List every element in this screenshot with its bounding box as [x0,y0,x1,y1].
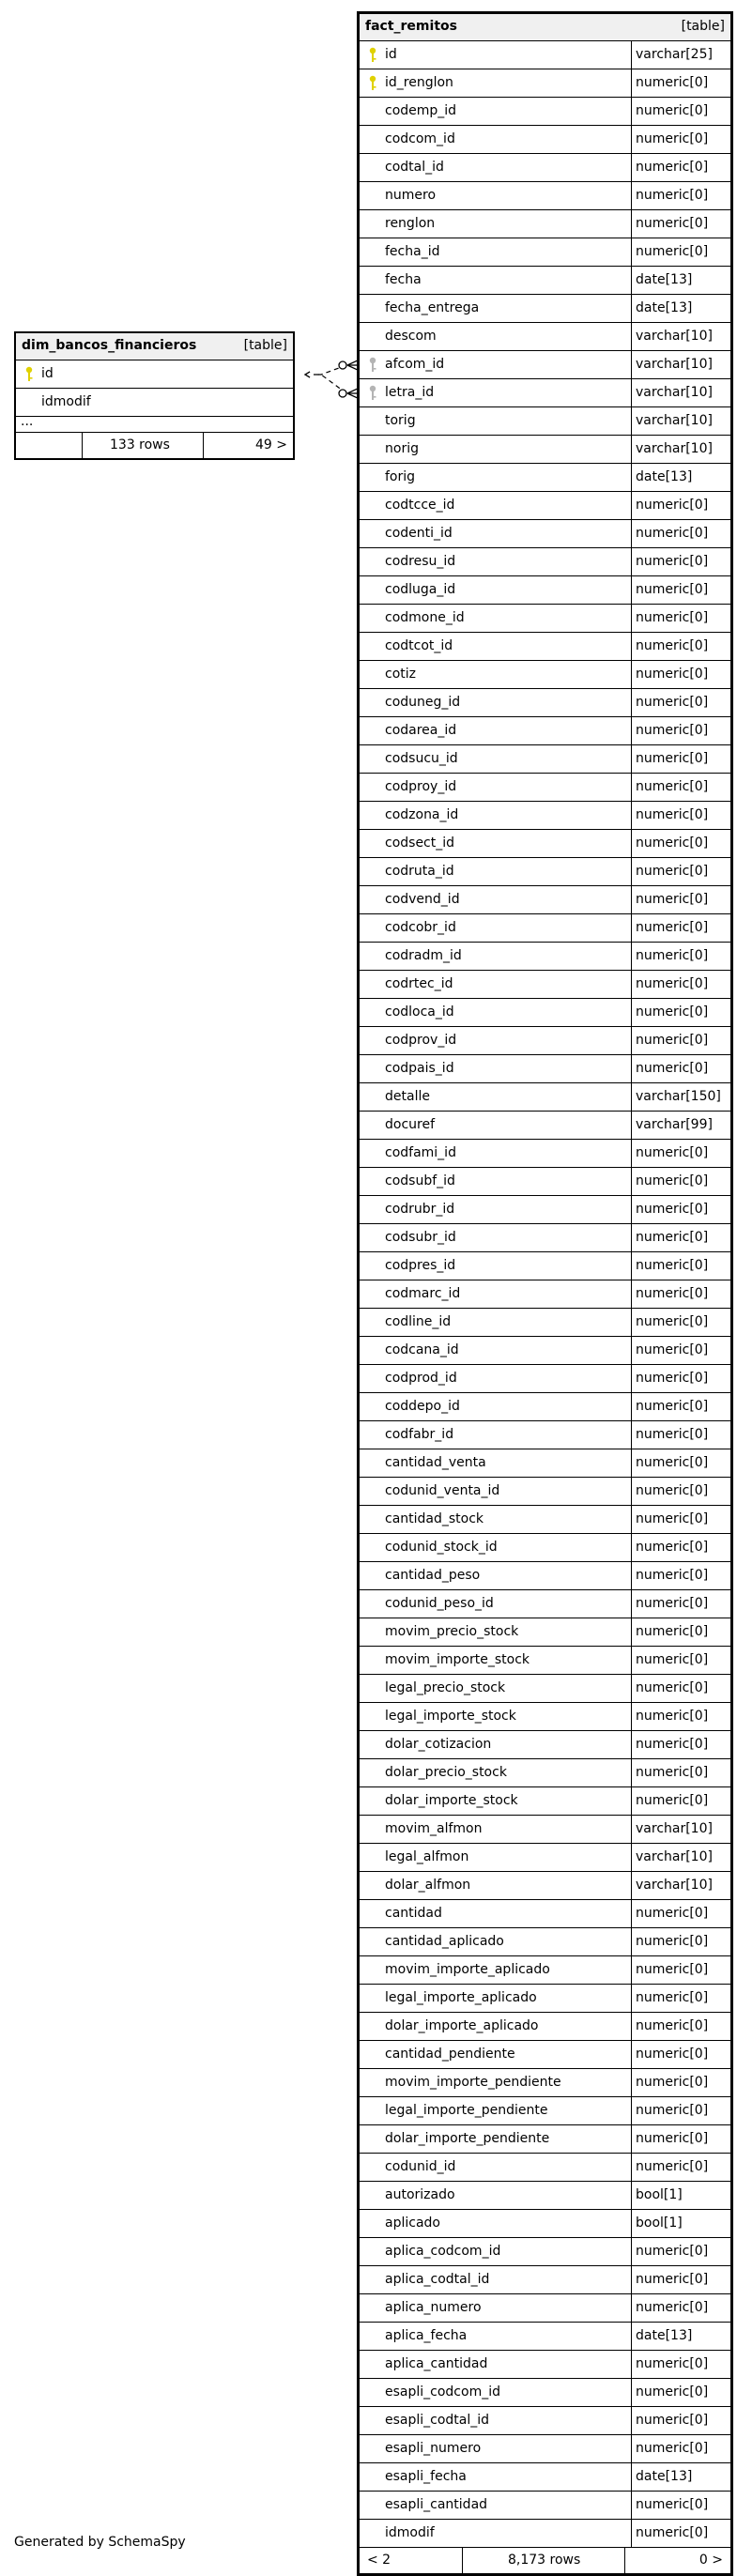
column-name: codsect_id [385,836,455,851]
primary-key-icon [367,47,378,64]
column-row-codfami-id[interactable] [360,1140,730,1168]
column-type: varchar[99] [636,1117,713,1132]
column-type: numeric[0] [636,892,709,907]
column-row-codfabr-id[interactable] [360,1421,730,1449]
column-row-movim-importe-pendiente[interactable] [360,2069,730,2097]
column-type: numeric[0] [636,1652,709,1667]
column-row-idmodif[interactable] [360,2520,730,2548]
column-type: numeric[0] [636,1540,709,1555]
chevron-left-icon [305,372,310,377]
column-row-codvend-id[interactable] [360,886,730,914]
column-name: aplica_fecha [385,2328,468,2343]
column-name: legal_importe_pendiente [385,2103,548,2118]
column-type: numeric[0] [636,526,709,541]
column-type: varchar[10] [636,1849,713,1864]
column-type: varchar[10] [636,357,713,372]
column-row-cantidad-pendiente[interactable] [360,2041,730,2069]
column-row-id-renglon[interactable] [360,69,730,98]
column-row-esapli-codtal-id[interactable] [360,2407,730,2435]
column-row-codarea-id[interactable] [360,717,730,745]
column-name: cotiz [385,667,416,682]
column-name: idmodif [41,394,91,409]
column-name: esapli_cantidad [385,2497,488,2512]
column-type: numeric[0] [636,695,709,710]
column-name: fecha_id [385,244,440,259]
column-name: aplica_codcom_id [385,2244,501,2259]
column-type: numeric[0] [636,864,709,879]
column-row-cotiz[interactable] [360,661,730,689]
table-name[interactable]: fact_remitos [365,19,457,34]
column-type: varchar[25] [636,47,713,62]
column-type: date[13] [636,2328,693,2343]
column-row-cantidad-venta[interactable] [360,1449,730,1478]
column-name: legal_importe_stock [385,1709,516,1724]
column-name: codproy_id [385,779,457,794]
column-row-letra-id[interactable] [360,379,730,407]
column-type: numeric[0] [636,2159,709,2174]
column-row-idmodif[interactable] [16,389,293,417]
footer-parents[interactable]: < 2 [367,2553,392,2568]
column-name: codunid_stock_id [385,1540,498,1555]
column-row-codprov-id[interactable] [360,1027,730,1055]
column-type: numeric[0] [636,2441,709,2456]
column-type: varchar[10] [636,385,713,400]
column-name: codtal_id [385,160,444,175]
column-row-codtcot-id[interactable] [360,633,730,661]
column-type: numeric[0] [636,75,709,90]
column-name: movim_importe_aplicado [385,1962,550,1977]
column-type: numeric[0] [636,1033,709,1048]
column-type: varchar[10] [636,413,713,428]
column-name: codprod_id [385,1371,457,1386]
column-row-aplica-codtal-id[interactable] [360,2266,730,2294]
column-type: numeric[0] [636,1230,709,1245]
column-type: numeric[0] [636,1371,709,1386]
column-type: varchar[10] [636,329,713,344]
column-name: descom [385,329,437,344]
column-type: numeric[0] [636,976,709,991]
column-name: dolar_precio_stock [385,1765,507,1780]
column-type: numeric[0] [636,1934,709,1949]
column-type: varchar[10] [636,1878,713,1893]
column-name: cantidad [385,1906,442,1921]
column-type: numeric[0] [636,131,709,146]
column-name: codradm_id [385,948,462,963]
table-type: [table] [243,338,287,353]
column-row-codunid-id[interactable] [360,2154,730,2182]
column-name: codmarc_id [385,1286,461,1301]
column-type: numeric[0] [636,1286,709,1301]
column-row-numero[interactable] [360,182,730,210]
column-type: varchar[10] [636,441,713,456]
column-name: docuref [385,1117,436,1132]
column-row-aplicado[interactable] [360,2210,730,2238]
column-name: autorizado [385,2187,455,2202]
column-type: numeric[0] [636,807,709,822]
column-row-dolar-alfmon[interactable] [360,1872,730,1900]
column-type: numeric[0] [636,1680,709,1695]
column-row-fecha[interactable] [360,267,730,295]
column-type: numeric[0] [636,920,709,935]
column-row-autorizado[interactable] [360,2182,730,2210]
column-type: numeric[0] [636,2497,709,2512]
column-row-dolar-precio-stock[interactable] [360,1759,730,1787]
primary-key-icon [23,366,35,383]
column-name: cantidad_stock [385,1511,484,1526]
column-row-codemp-id[interactable] [360,98,730,126]
column-row-movim-precio-stock[interactable] [360,1618,730,1647]
column-name: codpres_id [385,1258,456,1273]
column-name: letra_id [385,385,435,400]
column-name: codsubr_id [385,1230,456,1245]
column-name: movim_importe_pendiente [385,2075,561,2090]
footer-rows: 133 rows [110,437,170,452]
column-type: numeric[0] [636,2075,709,2090]
column-row-dolar-cotizacion[interactable] [360,1731,730,1759]
column-name: movim_alfmon [385,1821,483,1836]
column-name: cantidad_aplicado [385,1934,504,1949]
column-name: dolar_cotizacion [385,1737,492,1752]
column-name: dolar_importe_pendiente [385,2131,550,2146]
column-row-legal-alfmon[interactable] [360,1844,730,1872]
column-row-codradm-id[interactable] [360,943,730,971]
column-row-docuref[interactable] [360,1112,730,1140]
column-type: numeric[0] [636,1202,709,1217]
column-name: codzona_id [385,807,459,822]
column-type: numeric[0] [636,2300,709,2315]
column-type: numeric[0] [636,1483,709,1498]
column-name: codrtec_id [385,976,453,991]
column-name: codtcot_id [385,638,453,653]
column-row-renglon[interactable] [360,210,730,238]
column-type: date[13] [636,272,693,287]
column-row-codunid-peso-id[interactable] [360,1590,730,1618]
column-name: fecha [385,272,422,287]
column-name: torig [385,413,416,428]
column-name: renglon [385,216,436,231]
table-footer [360,2548,730,2573]
column-name: legal_importe_aplicado [385,1990,537,2005]
column-row-codluga-id[interactable] [360,576,730,605]
foreign-key-icon [367,385,378,402]
column-type: date[13] [636,300,693,315]
column-row-codprod-id[interactable] [360,1365,730,1393]
column-type: date[13] [636,469,693,484]
column-row-esapli-codcom-id[interactable] [360,2379,730,2407]
column-type: varchar[10] [636,1821,713,1836]
column-row-descom[interactable] [360,323,730,351]
column-row-id[interactable] [360,41,730,69]
column-name: codarea_id [385,723,457,738]
column-row-legal-importe-aplicado[interactable] [360,1985,730,2013]
column-type: numeric[0] [636,836,709,851]
footer-children[interactable]: 0 > [699,2553,723,2568]
column-name: idmodif [385,2525,435,2540]
column-name: codunid_id [385,2159,456,2174]
column-name: codunid_venta_id [385,1483,500,1498]
footer-rows: 8,173 rows [508,2553,581,2568]
column-row-codmone-id[interactable] [360,605,730,633]
column-type: numeric[0] [636,751,709,766]
column-name: numero [385,188,437,203]
column-row-codproy-id[interactable] [360,774,730,802]
generated-by-text: Generated by SchemaSpy [14,2535,186,2550]
column-row-codmarc-id[interactable] [360,1280,730,1309]
column-row-movim-importe-stock[interactable] [360,1647,730,1675]
column-type: numeric[0] [636,160,709,175]
column-row-codcana-id[interactable] [360,1337,730,1365]
column-name: codfabr_id [385,1427,454,1442]
table-type: [table] [681,19,725,34]
table-footer [16,433,293,458]
column-row-fecha-id[interactable] [360,238,730,267]
column-name: coddepo_id [385,1399,460,1414]
column-type: numeric[0] [636,216,709,231]
column-row-dolar-importe-stock[interactable] [360,1787,730,1816]
column-name: codsucu_id [385,751,458,766]
column-row-dolar-importe-aplicado[interactable] [360,2013,730,2041]
column-row-codresu-id[interactable] [360,548,730,576]
column-row-afcom-id[interactable] [360,351,730,379]
column-type: numeric[0] [636,1793,709,1808]
column-row-codrubr-id[interactable] [360,1196,730,1224]
column-type: numeric[0] [636,188,709,203]
column-row-legal-importe-stock[interactable] [360,1703,730,1731]
column-type: numeric[0] [636,582,709,597]
column-row-detalle[interactable] [360,1083,730,1112]
column-row-legal-precio-stock[interactable] [360,1675,730,1703]
column-row-aplica-cantidad[interactable] [360,2351,730,2379]
column-name: legal_precio_stock [385,1680,506,1695]
column-type: numeric[0] [636,2272,709,2287]
column-type: numeric[0] [636,1962,709,1977]
column-name: movim_precio_stock [385,1624,519,1639]
column-name: cantidad_venta [385,1455,486,1470]
column-name: detalle [385,1089,430,1104]
column-name: fecha_entrega [385,300,480,315]
column-type: numeric[0] [636,948,709,963]
column-row-esapli-numero[interactable] [360,2435,730,2463]
column-row-codenti-id[interactable] [360,520,730,548]
column-name: esapli_fecha [385,2469,467,2484]
column-type: numeric[0] [636,1004,709,1020]
column-type: date[13] [636,2469,693,2484]
ellipsis-text: ... [21,414,34,429]
column-type: numeric[0] [636,2525,709,2540]
column-row-codsubr-id[interactable] [360,1224,730,1252]
footer-children[interactable]: 49 > [255,437,287,452]
column-type: numeric[0] [636,2018,709,2033]
column-row-id[interactable] [16,360,293,389]
column-type: numeric[0] [636,1511,709,1526]
column-type: numeric[0] [636,1145,709,1160]
column-row-codcom-id[interactable] [360,126,730,154]
column-name: codline_id [385,1314,452,1329]
column-row-aplica-numero[interactable] [360,2294,730,2323]
column-name: codcom_id [385,131,455,146]
column-type: numeric[0] [636,554,709,569]
column-name: codpais_id [385,1061,454,1076]
column-name: codloca_id [385,1004,454,1020]
column-type: bool[1] [636,2187,683,2202]
column-type: numeric[0] [636,1455,709,1470]
column-row-codtcce-id[interactable] [360,492,730,520]
column-row-aplica-fecha[interactable] [360,2323,730,2351]
column-row-codrtec-id[interactable] [360,971,730,999]
column-name: codcana_id [385,1342,459,1357]
column-name: forig [385,469,416,484]
column-name: codresu_id [385,554,456,569]
column-type: numeric[0] [636,1061,709,1076]
table-fact-remitos[interactable] [357,11,733,2576]
column-type: numeric[0] [636,2103,709,2118]
column-row-movim-importe-aplicado[interactable] [360,1956,730,1985]
column-type: numeric[0] [636,2047,709,2062]
column-row-cantidad-stock[interactable] [360,1506,730,1534]
column-row-codcobr-id[interactable] [360,914,730,943]
column-name: norig [385,441,419,456]
column-type: numeric[0] [636,1314,709,1329]
column-row-cantidad-peso[interactable] [360,1562,730,1590]
column-name: id [385,47,397,62]
column-name: aplica_numero [385,2300,482,2315]
column-row-codpres-id[interactable] [360,1252,730,1280]
column-type: numeric[0] [636,1342,709,1357]
column-type: numeric[0] [636,1258,709,1273]
column-type: varchar[150] [636,1089,721,1104]
column-row-codsect-id[interactable] [360,830,730,858]
table-name[interactable]: dim_bancos_financieros [22,338,197,353]
column-name: id_renglon [385,75,453,90]
column-type: numeric[0] [636,1427,709,1442]
column-name: esapli_codtal_id [385,2413,490,2428]
column-name: codluga_id [385,582,456,597]
column-name: aplica_cantidad [385,2356,488,2371]
column-row-torig[interactable] [360,407,730,436]
column-name: codunid_peso_id [385,1596,494,1611]
column-type: numeric[0] [636,667,709,682]
column-type: numeric[0] [636,2356,709,2371]
column-name: legal_alfmon [385,1849,469,1864]
table-header [16,333,293,360]
column-row-codsucu-id[interactable] [360,745,730,774]
column-row-coddepo-id[interactable] [360,1393,730,1421]
column-name: codvend_id [385,892,460,907]
column-name: codmone_id [385,610,465,625]
column-row-codzona-id[interactable] [360,802,730,830]
column-type: numeric[0] [636,2131,709,2146]
column-row-codunid-venta-id[interactable] [360,1478,730,1506]
column-name: codrubr_id [385,1202,455,1217]
column-type: numeric[0] [636,1624,709,1639]
column-type: numeric[0] [636,498,709,513]
column-name: esapli_numero [385,2441,482,2456]
column-type: bool[1] [636,2216,683,2231]
column-name: cantidad_peso [385,1568,481,1583]
column-row-norig[interactable] [360,436,730,464]
column-row-forig[interactable] [360,464,730,492]
column-name: id [41,366,54,381]
column-name: esapli_codcom_id [385,2384,500,2400]
column-row-codruta-id[interactable] [360,858,730,886]
column-name: codsubf_id [385,1173,455,1188]
column-row-cantidad-aplicado[interactable] [360,1928,730,1956]
column-row-esapli-fecha[interactable] [360,2463,730,2492]
more-columns-ellipsis [16,414,293,433]
foreign-key-icon [367,357,378,374]
column-name: movim_importe_stock [385,1652,530,1667]
column-name: aplicado [385,2216,440,2231]
column-row-codsubf-id[interactable] [360,1168,730,1196]
table-dim-bancos-financieros[interactable] [14,331,295,460]
column-row-codunid-stock-id[interactable] [360,1534,730,1562]
column-type: numeric[0] [636,1399,709,1414]
primary-key-icon [367,75,378,92]
column-type: numeric[0] [636,1173,709,1188]
column-type: numeric[0] [636,1568,709,1583]
column-type: numeric[0] [636,2244,709,2259]
column-name: codfami_id [385,1145,456,1160]
table-header [360,14,730,41]
column-list [360,41,730,2548]
column-type: numeric[0] [636,779,709,794]
column-row-codline-id[interactable] [360,1309,730,1337]
column-name: dolar_importe_aplicado [385,2018,539,2033]
column-name: codemp_id [385,103,457,118]
column-type: numeric[0] [636,610,709,625]
column-name: afcom_id [385,357,445,372]
column-row-fecha-entrega[interactable] [360,295,730,323]
column-row-coduneg-id[interactable] [360,689,730,717]
column-name: codruta_id [385,864,454,879]
column-type: numeric[0] [636,1990,709,2005]
column-name: cantidad_pendiente [385,2047,515,2062]
column-name: codprov_id [385,1033,457,1048]
column-name: codcobr_id [385,920,456,935]
column-type: numeric[0] [636,244,709,259]
column-row-legal-importe-pendiente[interactable] [360,2097,730,2125]
column-row-codloca-id[interactable] [360,999,730,1027]
column-row-aplica-codcom-id[interactable] [360,2238,730,2266]
column-row-dolar-importe-pendiente[interactable] [360,2125,730,2154]
column-name: codenti_id [385,526,453,541]
column-type: numeric[0] [636,2413,709,2428]
column-name: dolar_importe_stock [385,1793,518,1808]
column-type: numeric[0] [636,1596,709,1611]
column-row-esapli-cantidad[interactable] [360,2492,730,2520]
column-type: numeric[0] [636,1765,709,1780]
column-type: numeric[0] [636,638,709,653]
column-type: numeric[0] [636,1906,709,1921]
column-type: numeric[0] [636,103,709,118]
column-row-codtal-id[interactable] [360,154,730,182]
column-row-movim-alfmon[interactable] [360,1816,730,1844]
column-type: numeric[0] [636,2384,709,2400]
column-type: numeric[0] [636,723,709,738]
column-name: codtcce_id [385,498,455,513]
column-type: numeric[0] [636,1737,709,1752]
column-name: dolar_alfmon [385,1878,471,1893]
column-row-codpais-id[interactable] [360,1055,730,1083]
column-type: numeric[0] [636,1709,709,1724]
column-row-cantidad[interactable] [360,1900,730,1928]
column-list [16,360,293,417]
column-name: aplica_codtal_id [385,2272,490,2287]
column-name: coduneg_id [385,695,461,710]
